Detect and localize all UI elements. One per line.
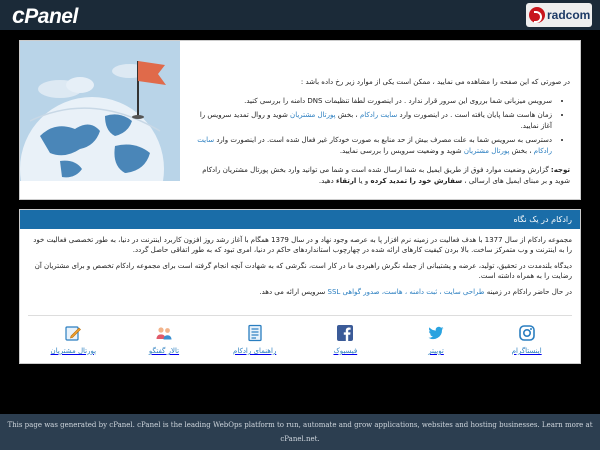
cpanel-logo-text: Panel <box>24 5 78 28</box>
cpanel-logo-c: c <box>12 2 25 28</box>
about-body <box>20 229 580 297</box>
note-text: گزارش وضعیت موارد فوق از طریق ایمیل به شما ارسال شده است و شما می توانید وارد بخش پورتال مشتریان رادکام شوید و بر مبنای ایمیل های ارسالی ، <box>202 166 570 185</box>
facebook-icon <box>336 324 354 342</box>
about-para-2: دیدگاه بلندمدت در تحقیق، تولید، عرضه و پشتیبانی از جمله نگرش راهبردی ما در کار است، نگرشی که به شهادت آنچه انجام گرفته است برای مجموعه رادکام تخصص و برای مشتریان آن رضایت را به همراه داشته است. <box>34 262 572 280</box>
notice-item-suspended <box>190 135 552 157</box>
forum-icon <box>155 324 173 342</box>
facebook-link[interactable] <box>300 316 391 359</box>
note-label: توجه: <box>550 166 570 174</box>
radcom-site-link[interactable]: سایت رادکام <box>197 136 552 155</box>
social-links-row <box>28 315 572 359</box>
notice-text <box>190 51 570 187</box>
services-links[interactable]: طراحی سایت ، ثبت دامنه ، هاست، صدور گواهی SSL <box>327 288 485 296</box>
about-para-1: مجموعه رادکام از سال 1377 با هدف فعالیت در زمینه نرم افزار پا به عرصه وجود نهاد و در سال 1379 همگام با آغاز رشد روز افزون کاربرد اینترنت در دنیا، به طور تخصصی فعالیت خود را به اینترنت و وب متمرکز ساخت. بالا بردن کیفیت کارهای ارائه شده در چهارچوب استانداردهای حاکم در دنیا، امری تبود که به طور اتفاقی حاصل گردد. <box>33 236 572 254</box>
notice-item-text: شوید و وضعیت سرویس را بررسی نمایید. <box>339 147 462 155</box>
notice-item-text: شوید و روال تمدید سرویس را آغاز نمایید. <box>199 111 552 130</box>
forum-label: تالار گفتگو <box>148 347 180 355</box>
top-bar <box>0 0 600 30</box>
guide-label: راهنمای رادکام <box>233 347 277 355</box>
notice-panel <box>19 40 581 200</box>
notice-item-text: سرویس میزبانی شما برروی این سرور قرار ندارد . در اینصورت لطفا تنظیمات DNS دامنه را بررسی کنید. <box>244 97 552 105</box>
instagram-icon <box>518 324 536 342</box>
radcom-logo[interactable] <box>526 3 592 27</box>
footer-text: This page was generated by cPanel. cPanel is the leading WebOps platform to run, automate and grow applications, websites and hosting businesses. Learn more at cPanel.net. <box>7 421 593 443</box>
twitter-icon <box>427 324 445 342</box>
notice-note <box>190 165 570 187</box>
facebook-label: فیسبوک <box>333 347 358 355</box>
notice-item-text: دسترسی به سرویس شما به علت مصرف بیش از حد منابع به صورت خودکار غیر فعال شده است. در اینصورت وارد <box>216 136 552 144</box>
portal-label: پورتال مشتریان <box>50 347 97 355</box>
about-para-3 <box>28 287 572 297</box>
footer <box>0 414 600 450</box>
notice-item-dns <box>190 96 552 107</box>
instagram-label: اینستاگرام <box>511 347 542 355</box>
notice-intro: در صورتی که این صفحه را مشاهده می نمایید ، ممکن است یکی از موارد زیر رخ داده باشد : <box>300 78 570 86</box>
customer-portal-button[interactable] <box>28 316 119 359</box>
notice-item-expired <box>190 110 552 132</box>
about-title: رادکام در یک نگاه <box>20 210 580 229</box>
forum-link[interactable] <box>119 316 210 359</box>
note-mid: و یا <box>358 177 369 185</box>
about-para-3-pre: در حال حاضر رادکام در زمینه <box>486 288 572 296</box>
note-end: دهید. <box>318 177 334 185</box>
notice-list <box>190 96 570 157</box>
instagram-link[interactable] <box>481 316 572 359</box>
note-renew: سفارش خود را تمدید کرده <box>370 177 463 185</box>
notice-item-sep: ، بخش <box>511 147 532 155</box>
radcom-site-link[interactable]: سایت رادکام <box>359 111 398 119</box>
twitter-link[interactable] <box>391 316 482 359</box>
globe-flag-illustration <box>20 41 180 181</box>
note-upgrade: ارتقاء <box>335 177 357 185</box>
about-para-3-post: سرویس ارائه می دهد. <box>259 288 326 296</box>
guide-icon <box>246 324 264 342</box>
cpanel-logo <box>12 2 78 30</box>
portal-icon <box>64 324 82 342</box>
twitter-label: توییتر <box>428 347 444 355</box>
radcom-mark-icon <box>529 7 545 23</box>
about-panel <box>19 209 581 364</box>
guide-link[interactable] <box>209 316 300 359</box>
radcom-logo-text: radcom <box>547 8 591 22</box>
customer-portal-link[interactable]: پورتال مشتریان <box>463 147 510 155</box>
customer-portal-link[interactable]: پورتال مشتریان <box>290 111 336 119</box>
notice-item-text: زمان هاست شما پایان یافته است . در اینصورت وارد <box>399 111 552 119</box>
globe-icon <box>20 41 180 181</box>
notice-item-sep: ، بخش <box>337 111 358 119</box>
